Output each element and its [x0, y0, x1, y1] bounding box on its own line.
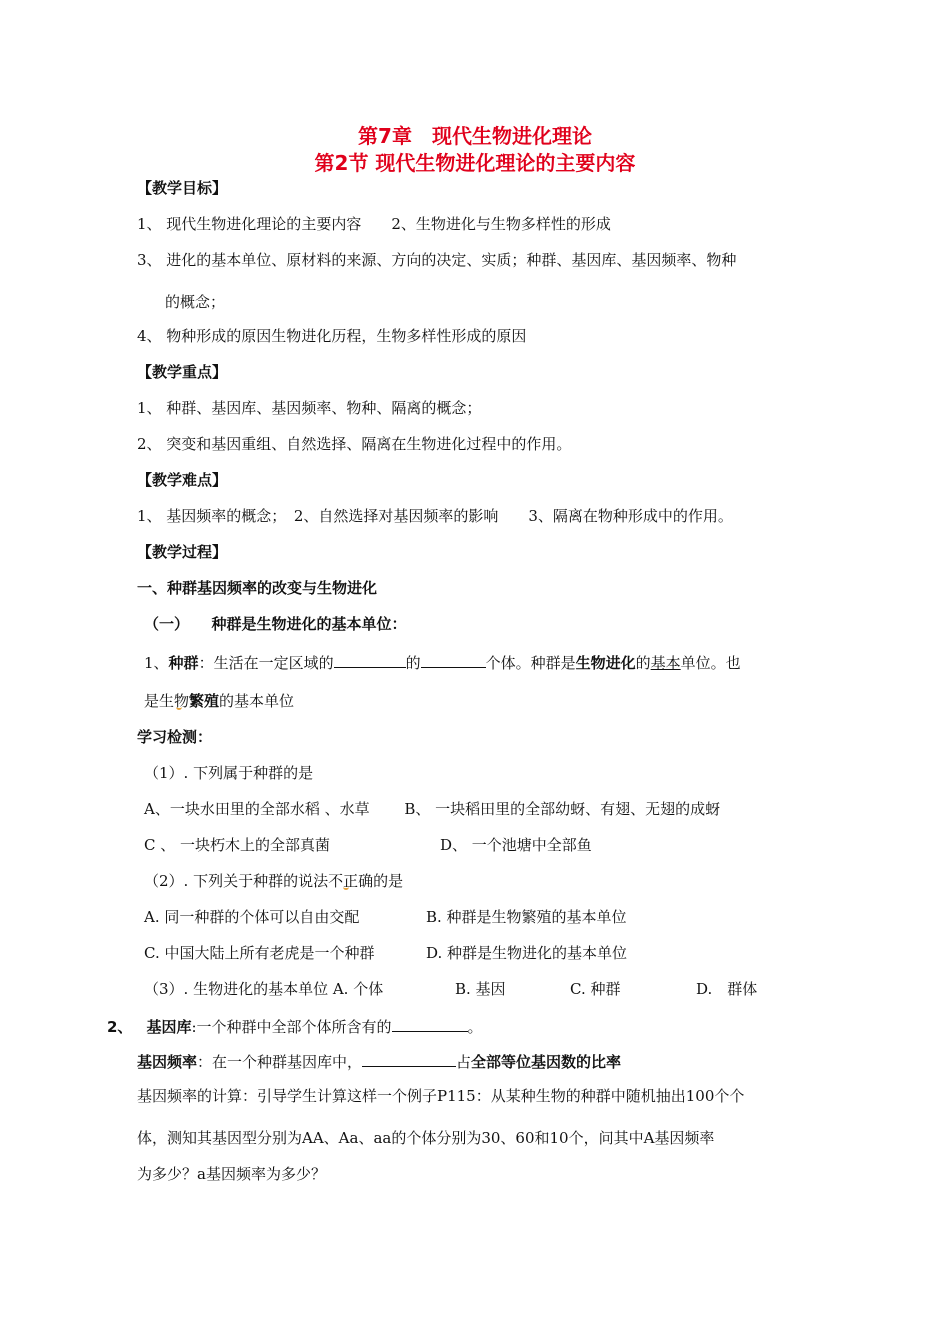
- question-1-option-d: D、 一个池塘中全部鱼: [440, 836, 592, 854]
- objective-item-3-cont: 的概念；: [165, 293, 226, 311]
- question-1-options-ab: A、一块水田里的全部水稻 、水草 B、 一块稻田里的全部幼蚜、有翅、无翅的成蚜: [144, 800, 721, 818]
- calculation-line-1: 基因频率的计算：引导学生计算这样一个例子P115：从某种生物的种群中随机抽出100个个: [137, 1087, 745, 1105]
- ink-mark: [343, 884, 349, 890]
- question-1-option-c: C 、 一块朽木上的全部真菌: [144, 836, 331, 854]
- question-3-option-b: B. 基因: [455, 980, 506, 998]
- process-heading: 【教学过程】: [137, 543, 228, 561]
- question-2-option-c: C. 中国大陆上所有老虎是一个种群: [144, 944, 375, 962]
- fill-blank[interactable]: [421, 651, 486, 668]
- difficulties-heading: 【教学难点】: [137, 471, 228, 489]
- definition-text: 是生物: [144, 692, 190, 710]
- definition-text: 的基本单位: [219, 692, 295, 710]
- population-definition: [144, 651, 741, 673]
- key-point-item-2: 2、 突变和基因重组、自然选择、隔离在生物进化过程中的作用。: [137, 435, 572, 453]
- definition-text: 个体。种群是: [485, 654, 576, 672]
- gene-pool-term: 基因库: [146, 1018, 192, 1036]
- gene-pool-text: :一个种群中全部个体所含有的: [191, 1018, 392, 1036]
- part-1-heading: 一、种群基因频率的改变与生物进化: [137, 579, 378, 597]
- gene-frequency-definition: [137, 1050, 621, 1072]
- calculation-line-2: 体，测知其基因型分别为AA、Aa、aa的个体分别为30、60和10个，问其中A基因频率: [137, 1129, 715, 1147]
- question-3: （3）. 生物进化的基本单位 A. 个体: [144, 980, 384, 998]
- question-3-option-c: C. 种群: [570, 980, 621, 998]
- fill-blank[interactable]: [362, 1050, 456, 1067]
- fill-blank[interactable]: [392, 1015, 468, 1032]
- definition-text: 的: [405, 654, 421, 672]
- check-heading: 学习检测：: [137, 728, 213, 746]
- evolution-term: 生物进化: [575, 654, 636, 672]
- population-term: 种群: [168, 654, 199, 672]
- reproduction-term: 繁殖: [189, 692, 220, 710]
- definition-text: 的: [635, 654, 651, 672]
- population-definition-cont: [144, 691, 294, 711]
- gene-frequency-text: ：在一个种群基因库中，: [197, 1053, 363, 1071]
- definition-text: ：生活在一定区域的: [198, 654, 334, 672]
- objective-item-3: 3、 进化的基本单位、原材料的来源、方向的决定、实质；种群、基因库、基因频率、物种: [137, 251, 737, 269]
- key-points-heading: 【教学重点】: [137, 363, 228, 381]
- question-3-option-d: D. 群体: [696, 980, 758, 998]
- gene-frequency-term: 基因频率: [137, 1053, 198, 1071]
- gene-pool-number: 2、: [107, 1018, 133, 1036]
- gene-pool-end: 。: [467, 1018, 483, 1036]
- calculation-line-3: 为多少？a基因频率为多少？: [137, 1165, 326, 1183]
- question-2: （2）. 下列关于种群的说法不正确的是: [144, 872, 404, 890]
- objective-item-4: 4、 物种形成的原因生物进化历程，生物多样性形成的原因: [137, 327, 527, 345]
- subsection-1-heading: （一） 种群是生物进化的基本单位：: [144, 615, 407, 633]
- gene-frequency-bold: 全部等位基因数的比率: [471, 1053, 622, 1071]
- objective-item-1: 1、 现代生物进化理论的主要内容 2、生物进化与生物多样性的形成: [137, 215, 611, 233]
- chapter-title: 第7章 现代生物进化理论: [358, 124, 592, 148]
- difficulty-item-1: 1、 基因频率的概念； 2、自然选择对基因频率的影响 3、隔离在物种形成中的作用。: [137, 507, 733, 525]
- question-1: （1）. 下列属于种群的是: [144, 764, 314, 782]
- definition-number: 1、: [144, 654, 169, 672]
- question-2-option-a: A. 同一种群的个体可以自由交配: [144, 908, 360, 926]
- section-title: 第2节 现代生物进化理论的主要内容: [314, 151, 636, 175]
- objectives-heading: 【教学目标】: [137, 179, 228, 197]
- gene-frequency-text: 占: [456, 1053, 472, 1071]
- ink-mark: [176, 704, 182, 710]
- key-point-item-1: 1、 种群、基因库、基因频率、物种、隔离的概念；: [137, 399, 482, 417]
- question-2-option-b: B. 种群是生物繁殖的基本单位: [426, 908, 627, 926]
- basic-underlined: 基本: [650, 654, 681, 672]
- definition-text: 单位。也: [680, 654, 741, 672]
- gene-pool-definition: [107, 1015, 483, 1037]
- question-2-option-d: D. 种群是生物进化的基本单位: [426, 944, 628, 962]
- fill-blank[interactable]: [334, 651, 406, 668]
